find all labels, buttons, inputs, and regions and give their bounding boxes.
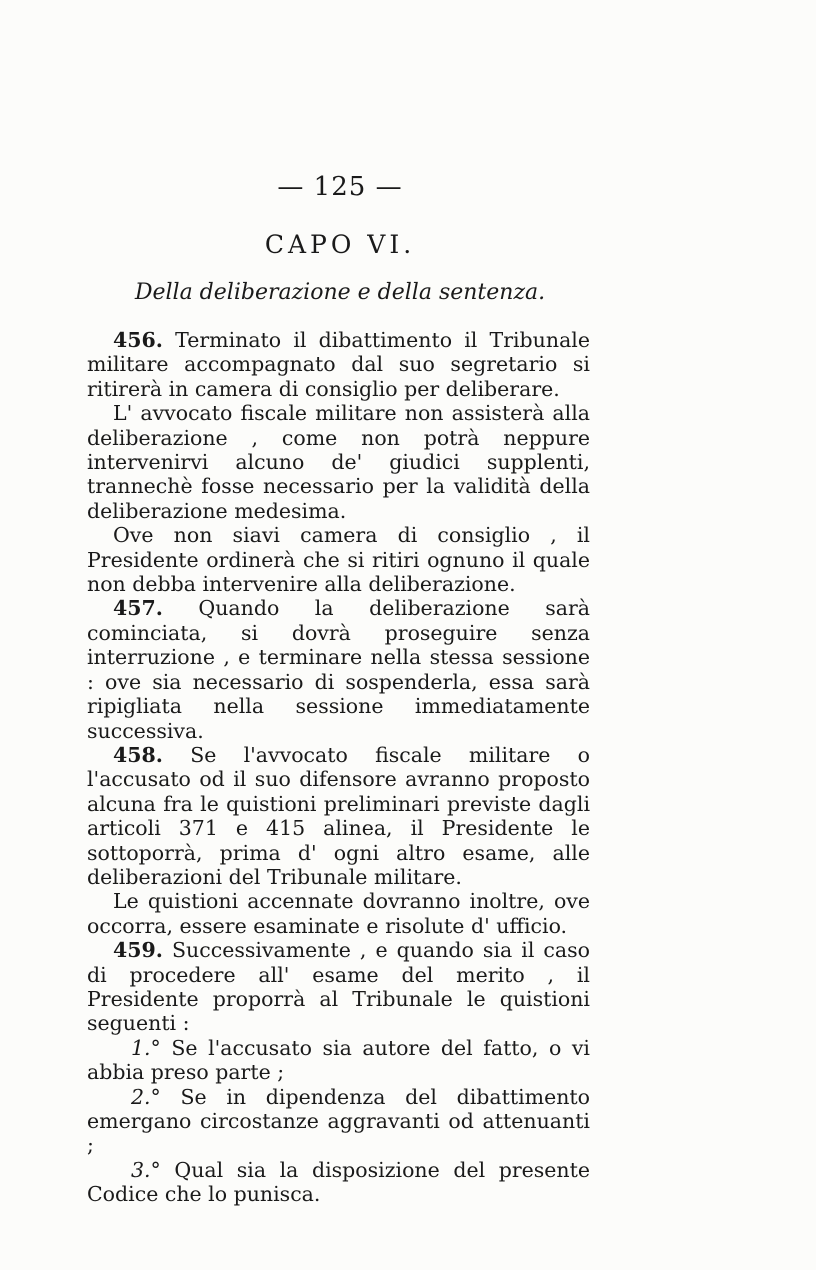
chapter-title: CAPO VI. <box>264 230 416 259</box>
article-number: 456. <box>113 328 163 352</box>
paragraph <box>87 596 590 742</box>
paragraph-text: Se l'avvocato fiscale militare o l'accusato od il suo difensore avranno proposto alcuna fra le quistioni preliminari previste dagli articoli 371 e 415 alinea, il Presidente le sottoporrà, prima d' ogni altro esame, alle deliberazioni del Tribunale militare. <box>87 742 590 889</box>
paragraph <box>87 401 590 523</box>
paragraph-text: Le quistioni accennate dovranno inoltre, ove occorra, essere esaminate e risolute d' ufficio. <box>87 889 590 938</box>
page-number: — 125 — <box>277 172 403 202</box>
list-item <box>87 1085 590 1158</box>
paragraph <box>87 889 590 938</box>
item-number: 2.° <box>131 1084 161 1109</box>
paragraph-text: Terminato il dibattimento il Tribunale militare accompagnato dal suo segretario si ritirerà in camera di consiglio per deliberare. <box>87 328 590 401</box>
article-number: 459. <box>113 938 163 963</box>
paragraph <box>87 523 590 596</box>
paragraph-text: Ove non siavi camera di consiglio , il Presidente ordinerà che si ritiri ognuno il quale non debba intervenire alla deliberazione. <box>87 523 590 597</box>
article-number: 458. <box>113 742 163 767</box>
paragraph <box>87 328 590 401</box>
item-text: Se l'accusato sia autore del fatto, o vi abbia preso parte ; <box>87 1035 590 1085</box>
list-item <box>87 1158 590 1207</box>
paragraph-text: Successivamente , e quando sia il caso di procedere all' esame del merito , il Presidente proporrà al Tribunale le quistioni seguenti : <box>87 938 590 1036</box>
paragraph-text: L' avvocato fiscale militare non assisterà alla deliberazione , come non potrà neppure intervenirvi alcuno de' giudici supplenti, trannechè fosse necessario per la validità della deliberazione medesima. <box>87 401 590 523</box>
paragraph-text: Quando la deliberazione sarà cominciata, si dovrà proseguire senza interruzione , e terminare nella stessa sessione : ove sia necessario di sospenderla, essa sarà ripigliata nella sessione immediatamente successiva. <box>87 596 590 743</box>
paragraph <box>87 938 590 1036</box>
section-title: Della deliberazione e della sentenza. <box>134 280 546 305</box>
body-text <box>87 328 590 1207</box>
item-number: 3.° <box>131 1157 161 1182</box>
paragraph <box>87 743 590 889</box>
article-number: 457. <box>113 596 163 621</box>
item-text: Se in dipendenza del dibattimento emergano circostanze aggravanti od attenuanti ; <box>87 1084 590 1158</box>
item-text: Qual sia la disposizione del presente Codice che lo punisca. <box>87 1157 590 1207</box>
item-number: 1.° <box>131 1035 161 1060</box>
list-item <box>87 1036 590 1085</box>
